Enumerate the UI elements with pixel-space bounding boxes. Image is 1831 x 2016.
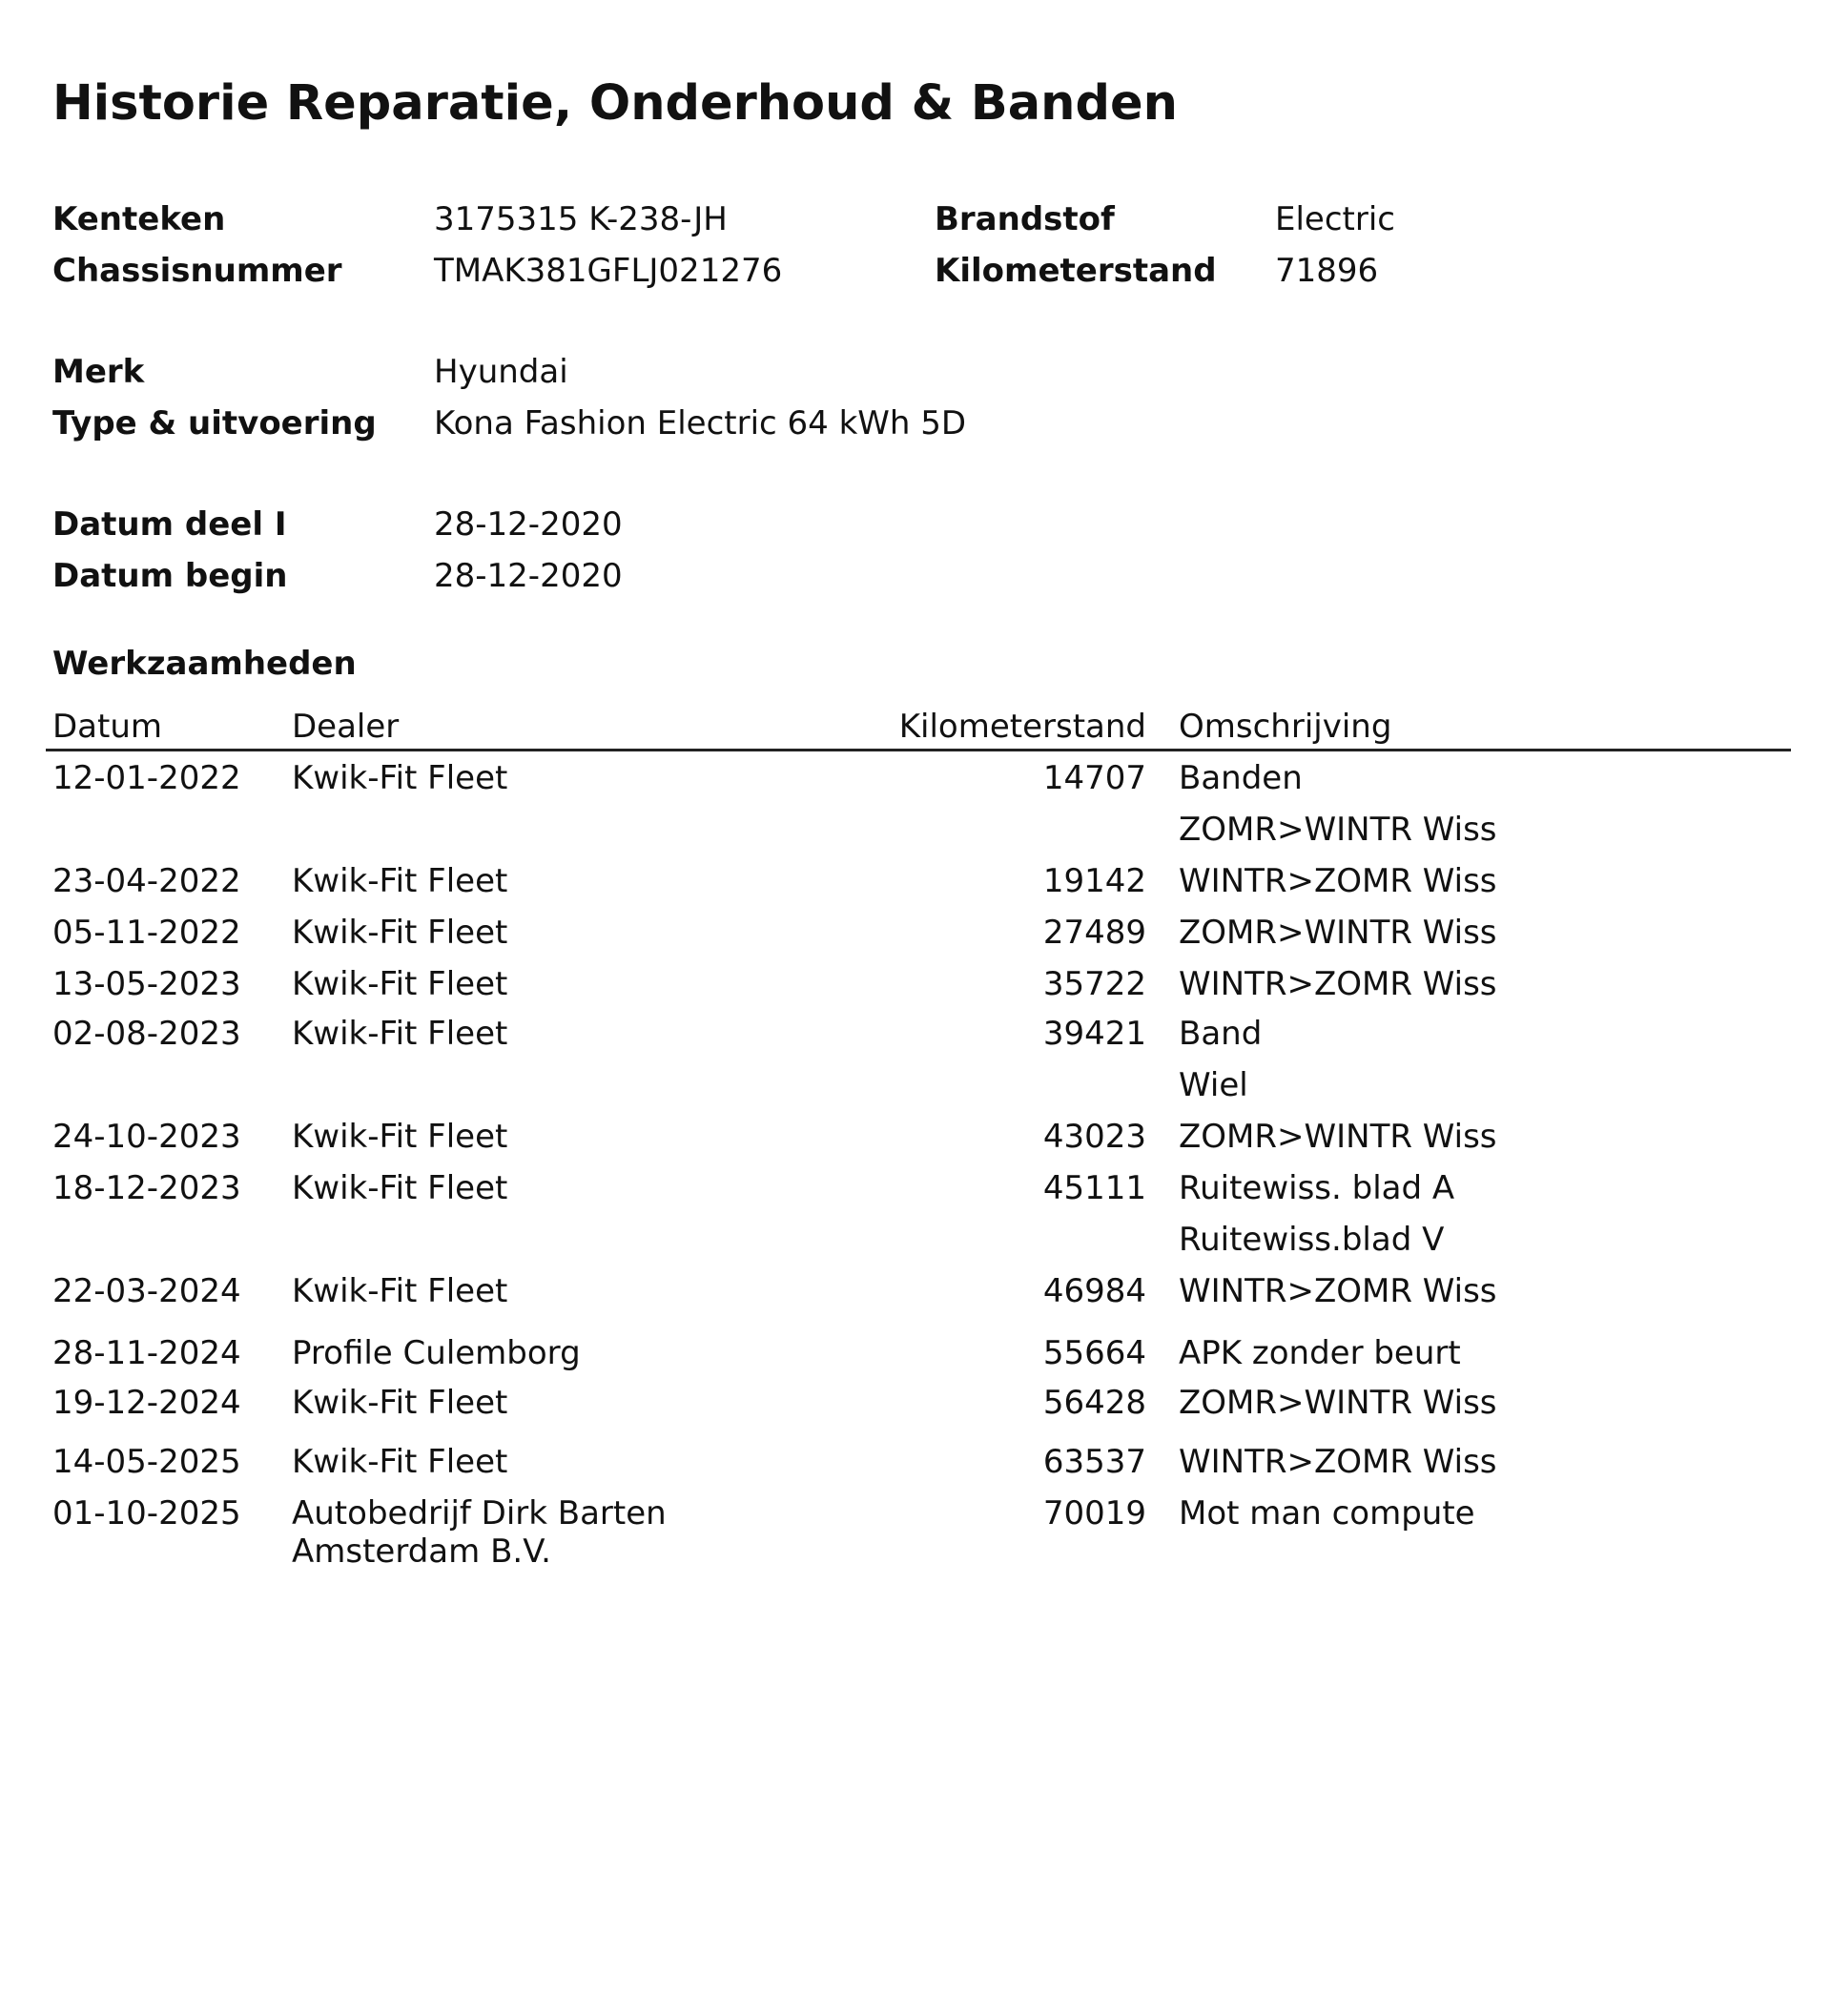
row-dealer: Kwik-Fit Fleet: [292, 1169, 508, 1207]
info-row-datum-deel: [0, 499, 1717, 550]
row-dealer: Kwik-Fit Fleet: [292, 1015, 508, 1053]
row-dealer: Kwik-Fit Fleet: [292, 1118, 508, 1156]
row-datum: 18-12-2023: [52, 1169, 241, 1207]
row-dealer-line: Autobedrijf Dirk Barten: [292, 1494, 667, 1533]
info-row-kenteken: [0, 194, 1717, 245]
info-row-type: [0, 398, 1717, 449]
row-kilometerstand: 27489: [1042, 914, 1146, 952]
column-header-datum: Datum: [52, 708, 163, 746]
row-datum: 19-12-2024: [52, 1384, 241, 1422]
row-datum: 13-05-2023: [52, 965, 241, 1003]
info-row-merk: [0, 346, 1717, 398]
datum-deel-label: Datum deel I: [52, 505, 287, 544]
row-dealer: Kwik-Fit Fleet: [292, 965, 508, 1003]
row-omschrijving: APK zonder beurt: [1179, 1334, 1461, 1372]
row-kilometerstand: 46984: [1042, 1272, 1146, 1310]
brandstof-value: Electric: [1275, 200, 1395, 238]
row-omschrijving-line: Wiel: [1179, 1066, 1248, 1104]
header-divider: [46, 749, 1791, 751]
row-omschrijving: WINTR>ZOMR Wiss: [1179, 1272, 1497, 1310]
column-header-omschrijving: Omschrijving: [1179, 708, 1392, 746]
row-kilometerstand: 35722: [1042, 965, 1146, 1003]
row-dealer: Kwik-Fit Fleet: [292, 1443, 508, 1481]
row-dealer: Profile Culemborg: [292, 1334, 581, 1372]
merk-label: Merk: [52, 353, 145, 391]
type-value: Kona Fashion Electric 64 kWh 5D: [434, 404, 967, 442]
column-header-kilometerstand: Kilometerstand: [898, 708, 1146, 746]
row-omschrijving-line: Ruitewiss.blad V: [1179, 1221, 1445, 1259]
row-kilometerstand: 14707: [1042, 759, 1146, 797]
row-omschrijving-line: ZOMR>WINTR Wiss: [1179, 811, 1497, 849]
info-row-datum-begin: [0, 550, 1717, 602]
row-omschrijving: ZOMR>WINTR Wiss: [1179, 1384, 1497, 1422]
row-kilometerstand: 43023: [1042, 1118, 1146, 1156]
datum-deel-value: 28-12-2020: [434, 505, 623, 544]
row-omschrijving: WINTR>ZOMR Wiss: [1179, 965, 1497, 1003]
row-omschrijving: [1179, 1008, 1262, 1111]
kilometerstand-label: Kilometerstand: [935, 252, 1217, 290]
column-header-dealer: Dealer: [292, 708, 400, 746]
row-kilometerstand: 19142: [1042, 862, 1146, 900]
row-kilometerstand: 45111: [1042, 1169, 1146, 1207]
datum-begin-value: 28-12-2020: [434, 557, 623, 595]
row-dealer: Kwik-Fit Fleet: [292, 759, 508, 797]
type-label: Type & uitvoering: [52, 404, 377, 442]
row-datum: 01-10-2025: [52, 1494, 241, 1533]
table-header: [0, 701, 1831, 752]
page-title: Historie Reparatie, Onderhoud & Banden: [52, 75, 1178, 132]
brandstof-label: Brandstof: [935, 200, 1115, 238]
row-datum: 05-11-2022: [52, 914, 241, 952]
werkzaamheden-title: Werkzaamheden: [52, 645, 357, 683]
row-datum: 14-05-2025: [52, 1443, 241, 1481]
row-datum: 02-08-2023: [52, 1015, 241, 1053]
row-kilometerstand: 39421: [1042, 1015, 1146, 1053]
row-dealer: Kwik-Fit Fleet: [292, 1384, 508, 1422]
row-omschrijving-line: Banden: [1179, 759, 1303, 797]
row-omschrijving: ZOMR>WINTR Wiss: [1179, 1118, 1497, 1156]
row-dealer-line: Amsterdam B.V.: [292, 1533, 551, 1571]
row-kilometerstand: 70019: [1042, 1494, 1146, 1533]
row-omschrijving: WINTR>ZOMR Wiss: [1179, 862, 1497, 900]
row-omschrijving: Mot man compute: [1179, 1494, 1475, 1533]
kenteken-value: 3175315 K-238-JH: [434, 200, 728, 238]
datum-begin-label: Datum begin: [52, 557, 288, 595]
row-omschrijving: ZOMR>WINTR Wiss: [1179, 914, 1497, 952]
chassisnummer-value: TMAK381GFLJ021276: [434, 252, 783, 290]
row-omschrijving: WINTR>ZOMR Wiss: [1179, 1443, 1497, 1481]
row-kilometerstand: 63537: [1042, 1443, 1146, 1481]
kenteken-label: Kenteken: [52, 200, 226, 238]
row-datum: 24-10-2023: [52, 1118, 241, 1156]
row-datum: 28-11-2024: [52, 1334, 241, 1372]
row-dealer: Kwik-Fit Fleet: [292, 914, 508, 952]
row-dealer: Kwik-Fit Fleet: [292, 1272, 508, 1310]
row-dealer: [292, 1494, 667, 1571]
chassisnummer-label: Chassisnummer: [52, 252, 342, 290]
row-omschrijving: [1179, 752, 1497, 855]
merk-value: Hyundai: [434, 353, 568, 391]
row-dealer: Kwik-Fit Fleet: [292, 862, 508, 900]
row-omschrijving-line: Band: [1179, 1015, 1263, 1053]
row-datum: 22-03-2024: [52, 1272, 241, 1310]
info-row-chassis: [0, 245, 1717, 297]
row-datum: 23-04-2022: [52, 862, 241, 900]
row-omschrijving: [1179, 1162, 1454, 1265]
row-omschrijving-line: Ruitewiss. blad A: [1179, 1169, 1455, 1207]
row-kilometerstand: 56428: [1042, 1384, 1146, 1422]
row-datum: 12-01-2022: [52, 759, 241, 797]
kilometerstand-value: 71896: [1275, 252, 1379, 290]
row-kilometerstand: 55664: [1042, 1334, 1146, 1372]
